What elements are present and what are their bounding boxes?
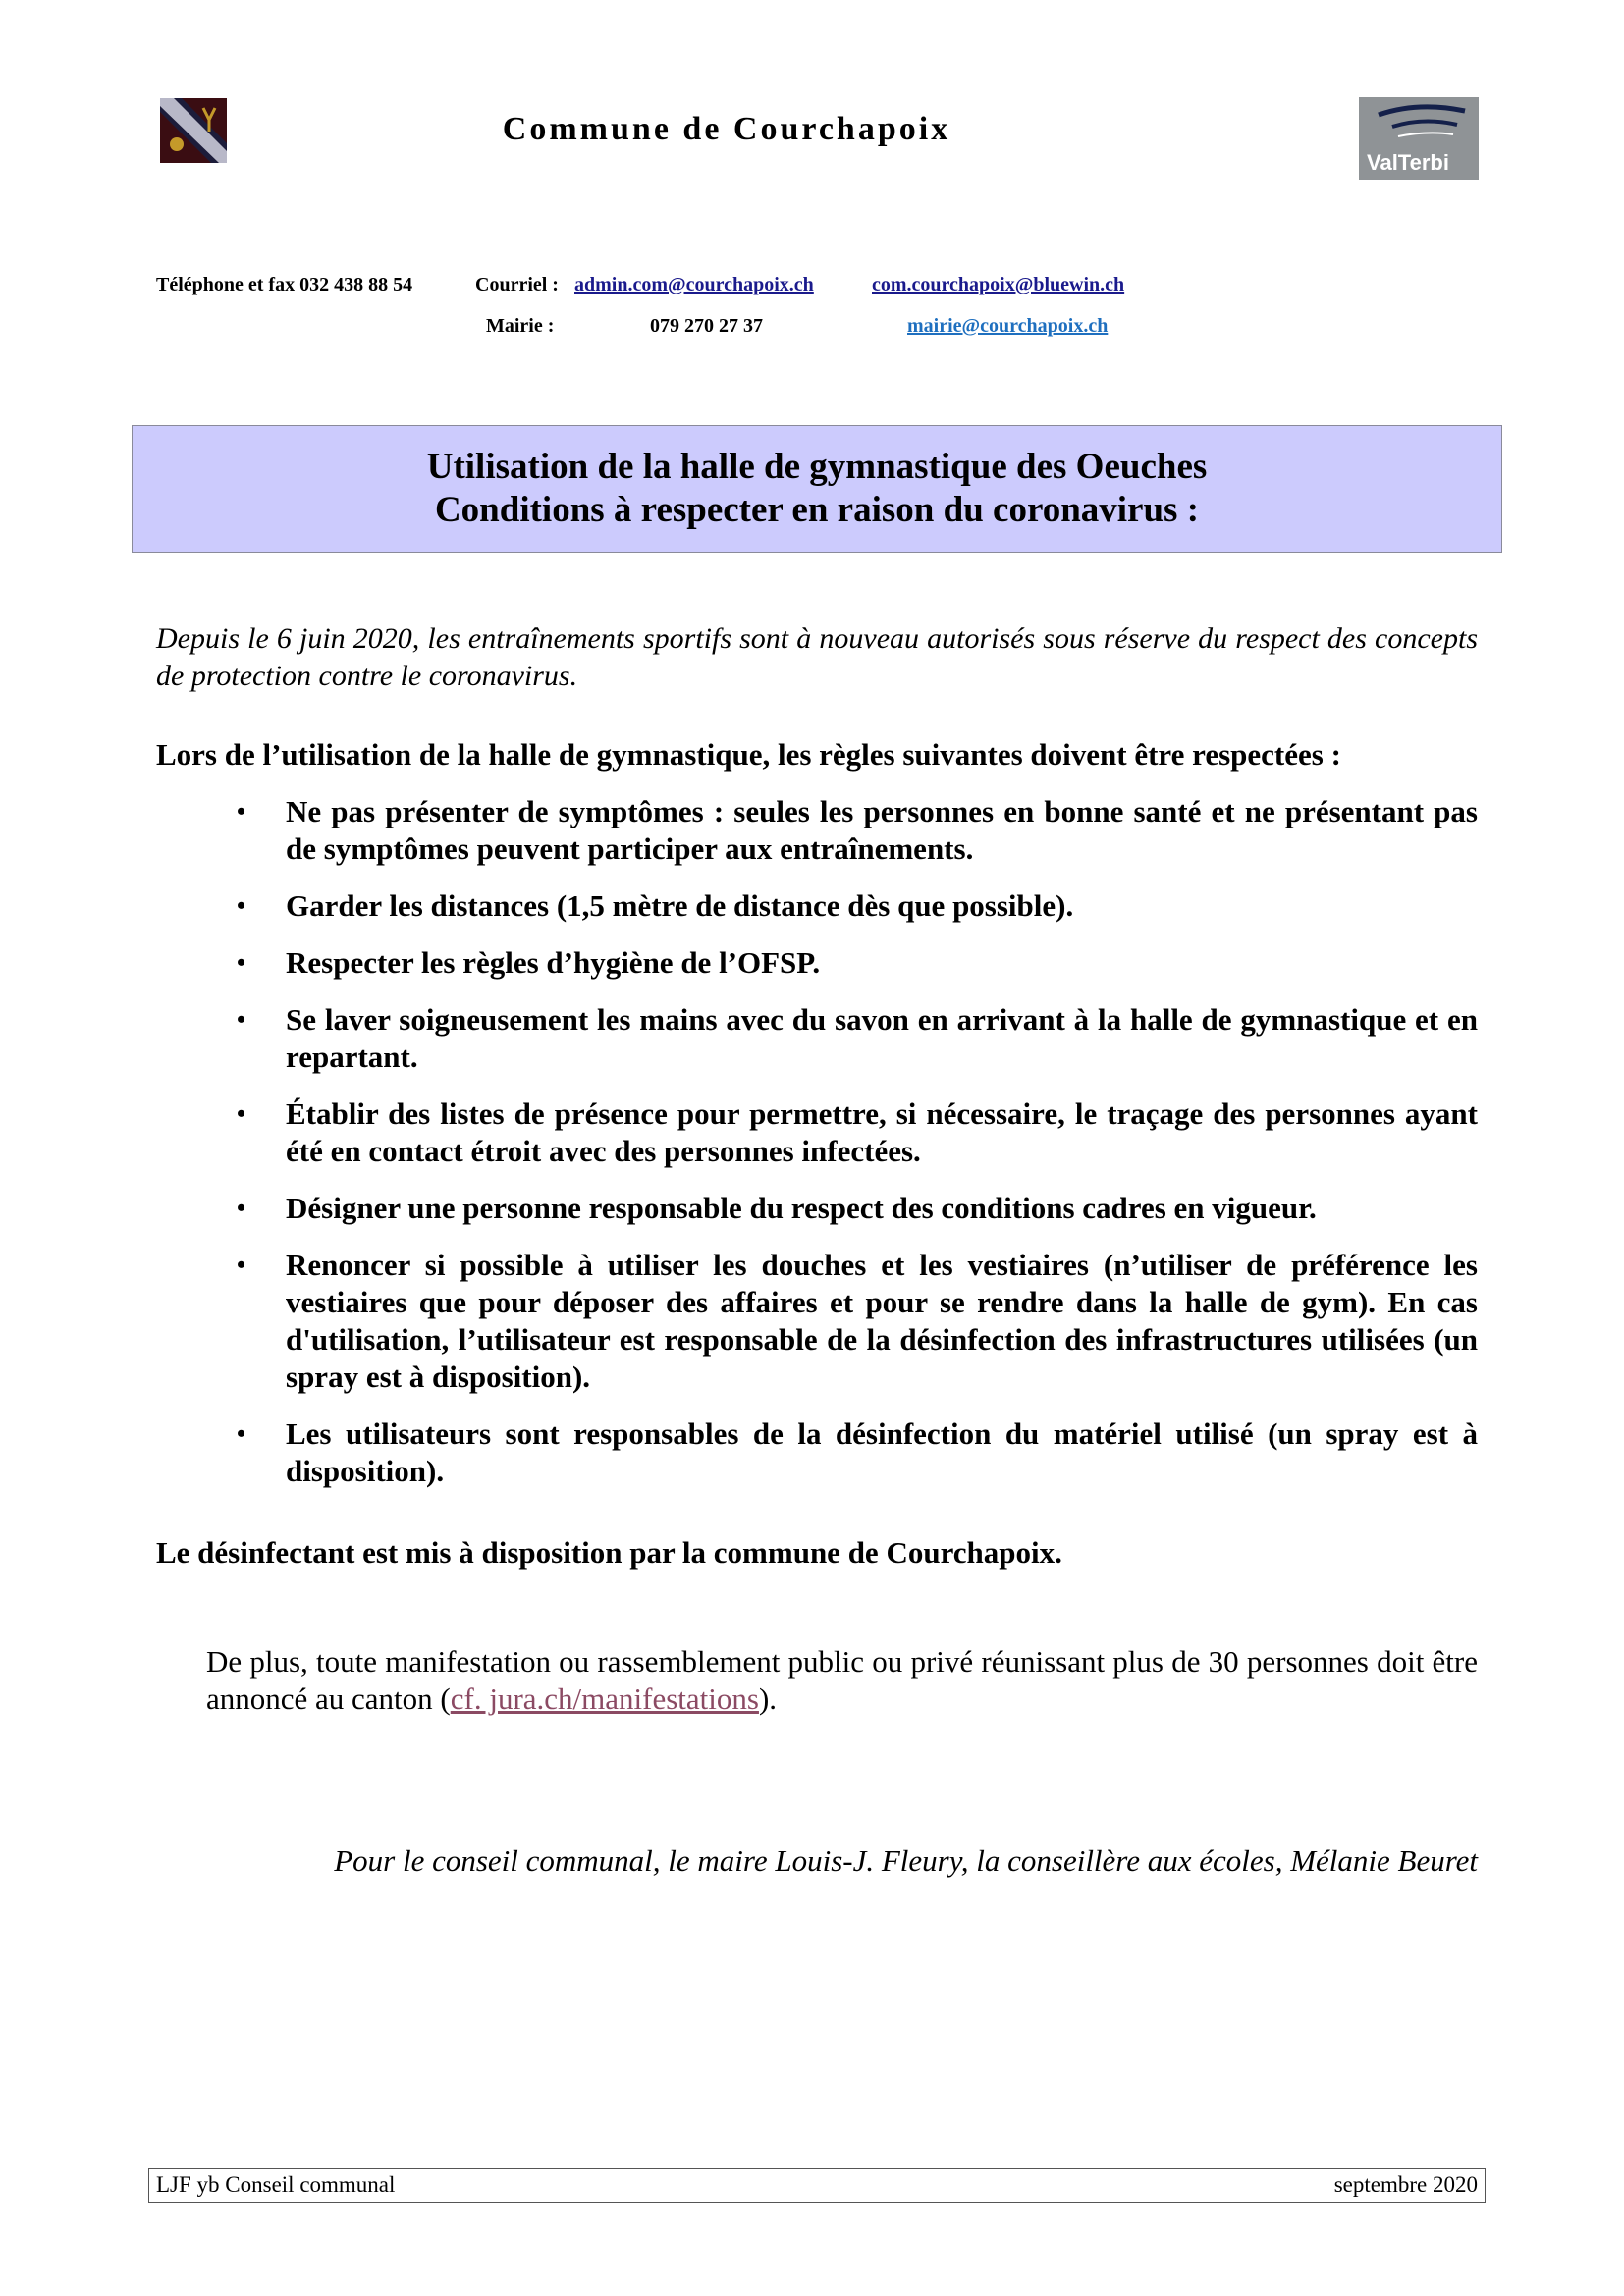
title-line-2: Conditions à respecter en raison du coronavirus :: [434, 490, 1200, 530]
bullet-icon: •: [237, 1194, 246, 1222]
rule-item: [156, 1190, 1478, 1227]
rule-item: [156, 944, 1478, 982]
signature-line: Pour le conseil communal, le maire Louis-J. Fleury, la conseillère aux écoles, Mélanie Beuret: [334, 1843, 1478, 1878]
rule-item: [156, 1415, 1478, 1490]
title-box: [132, 425, 1502, 553]
email-link-admin[interactable]: admin.com@courchapoix.ch: [574, 274, 814, 295]
rule-text: Se laver soigneusement les mains avec du savon en arrivant à la halle de gymnastique et en repartant.: [286, 1002, 1478, 1074]
mairie-phone: 079 270 27 37: [650, 315, 763, 337]
commune-title: Commune de Courchapoix: [502, 111, 951, 147]
rule-item: [156, 793, 1478, 868]
rule-item: [156, 887, 1478, 925]
manifestation-paragraph: [206, 1643, 1478, 1718]
rules-intro: Lors de l’utilisation de la halle de gymnastique, les règles suivantes doivent être respectées :: [156, 737, 1341, 772]
mairie-label: Mairie :: [486, 315, 555, 337]
footer-date: septembre 2020: [1333, 2172, 1478, 2197]
rule-item: [156, 1001, 1478, 1076]
title-line-1: Utilisation de la halle de gymnastique des Oeuches: [426, 447, 1208, 487]
rule-text: Les utilisateurs sont responsables de la désinfection du matériel utilisé (un spray est à disposition).: [286, 1416, 1478, 1488]
email-link-mairie[interactable]: mairie@courchapoix.ch: [907, 315, 1109, 337]
jura-manifestations-link[interactable]: cf. jura.ch/manifestations: [450, 1682, 759, 1716]
bullet-icon: •: [237, 891, 246, 920]
bullet-icon: •: [237, 1251, 246, 1279]
email-link-bluewin[interactable]: com.courchapoix@bluewin.ch: [872, 274, 1125, 295]
valterbi-logo-text: ValTerbi: [1367, 150, 1449, 175]
rule-text: Désigner une personne responsable du respect des conditions cadres en vigueur.: [286, 1191, 1317, 1225]
rules-list: [156, 793, 1478, 1510]
rule-item: [156, 1095, 1478, 1170]
disinfectant-note: Le désinfectant est mis à disposition par la commune de Courchapoix.: [156, 1535, 1062, 1570]
intro-paragraph: Depuis le 6 juin 2020, les entraînements sportifs sont à nouveau autorisés sous réserve du respect des concepts de protection contre le coronavirus.: [156, 622, 1478, 692]
courriel-label: Courriel :: [475, 274, 559, 295]
rule-text: Ne pas présenter de symptômes : seules les personnes en bonne santé et ne présentant pas de symptômes peuvent participer aux entraînements.: [286, 794, 1478, 866]
manif-text-after: ).: [758, 1682, 778, 1716]
bullet-icon: •: [237, 948, 246, 977]
rule-item: [156, 1247, 1478, 1396]
rule-text: Établir des listes de présence pour permettre, si nécessaire, le traçage des personnes ayant été en contact étroit avec des personnes infectées.: [286, 1096, 1478, 1168]
footer-author: LJF yb Conseil communal: [156, 2172, 396, 2197]
page-footer: [148, 2168, 1486, 2203]
bullet-icon: •: [237, 1099, 246, 1128]
bullet-icon: •: [237, 1005, 246, 1034]
manif-text-before: De plus, toute manifestation ou rassemblement public ou privé réunissant plus de 30 personnes doit être annoncé au canton (: [206, 1644, 1478, 1716]
bullet-icon: •: [237, 797, 246, 826]
rule-text: Garder les distances (1,5 mètre de distance dès que possible).: [286, 888, 1074, 923]
valterbi-logo: [1359, 97, 1479, 180]
rule-text: Respecter les règles d’hygiène de l’OFSP.: [286, 945, 821, 980]
rule-text: Renoncer si possible à utiliser les douches et les vestiaires (n’utiliser de préférence les vestiaires que pour déposer des affaires et pour se rendre dans la halle de gym). En cas d'utilisation, l’utilisateur est responsable de la désinfection des infrastructures utilisées (un spray est à disposition).: [286, 1248, 1478, 1394]
bullet-icon: •: [237, 1419, 246, 1448]
contact-phone: Téléphone et fax 032 438 88 54: [156, 274, 413, 295]
